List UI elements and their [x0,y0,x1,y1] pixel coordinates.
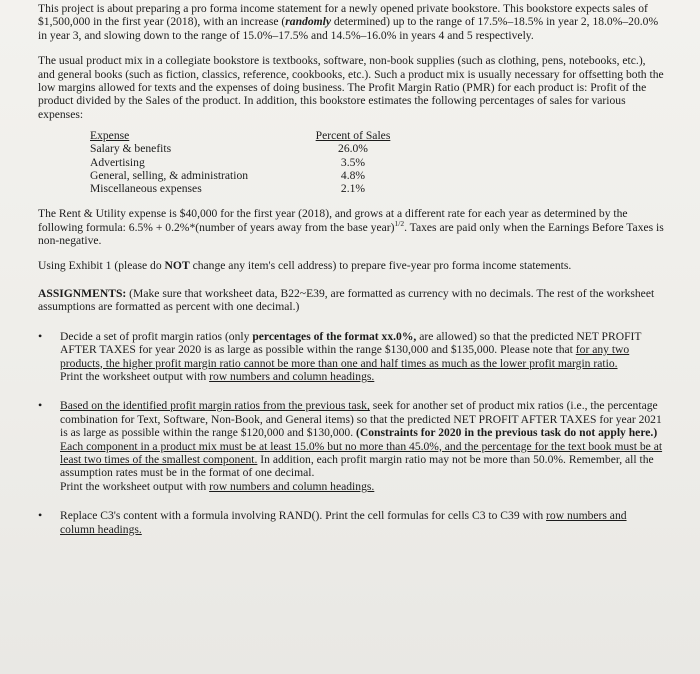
assignments-label: ASSIGNMENTS: [38,286,127,300]
exhibit-text-end: change any item's cell address) to prepare five-year pro forma income statements. [189,259,572,273]
task2-text-2: In addition, each profit margin ratio may not be more than 50.0%. Remember, all the assumption rates must be in the format of one decimal. [60,452,654,480]
expense-percent: 4.8% [340,168,366,182]
task2-constraint-line [60,440,664,480]
exhibit-not: NOT [164,259,190,273]
rent-text-end: . Taxes are paid only when the Earnings Before Taxes is non-negative. [38,220,664,248]
task3-underlined: row numbers and column headings. [60,509,627,536]
intro-text-end: determined) up to the range of 17.5%–18.5% in year 2, 18.0%–20.0% in year 3, and slowing down to the range of 15.0%–17.5% and 14.5%–16.0% in years 4 and 5 respectively. [38,15,659,42]
intro-emphasis: randomly [285,15,332,29]
rent-text: The Rent & Utility expense is $40,000 for the first year (2018), and grows at a different rate for each year as determined by the following formula: 6.5% + 0.2%*(number of years away from the base year) [38,207,628,234]
task1-underlined: for any two products, the higher profit margin ratio cannot be more than one and half times as much as the lower profit margin ratio. [60,343,630,370]
assignments-paragraph [38,287,664,314]
intro-paragraph [38,2,664,42]
table-row [90,142,398,155]
task1-print-text: Print the worksheet output with [60,369,210,383]
expense-name: General, selling, & administration [90,168,249,182]
task2-print-underlined: row numbers and column headings. [209,479,375,493]
intro-text: This project is about preparing a pro forma income statement for a newly opened private bookstore. This bookstore expects sales of $1,500,000 in the first year (2018), with an increase ( [38,2,648,29]
task2-bold: (Constraints for 2020 in the previous task do not apply here.) [356,426,658,440]
expense-table-header [90,129,398,142]
bullet-icon: • [38,508,43,523]
table-row [90,169,398,182]
exhibit-paragraph [38,259,664,272]
rent-paragraph [38,207,664,247]
percent-header: Percent of Sales [315,129,391,143]
expense-header: Expense [90,129,130,143]
task-item-rand-formula [38,509,664,536]
expense-table [90,129,398,195]
task-item-profit-margin [38,330,664,384]
task1-bold: percentages of the format xx.0%, [252,329,417,343]
expense-percent: 3.5% [340,155,366,169]
task1-print-line [60,370,664,383]
task1-print-underlined: row numbers and column headings. [209,369,375,383]
rent-exponent: 1/2 [394,218,405,228]
assignments-text: (Make sure that worksheet data, B22~E39, are formatted as currency with no decimals. The rest of the worksheet assumptions are formatted as percent with one decimal.) [38,286,655,314]
task2-print-line [60,480,664,493]
expense-name: Salary & benefits [90,142,172,156]
exhibit-text: Using Exhibit 1 (please do [38,259,165,273]
product-mix-paragraph: The usual product mix in a collegiate bookstore is textbooks, software, non-book supplies (such as clothing, pens, notebooks, etc.), and general books (such as fiction, classics, reference, cookbooks, etc.). Such a product mix is usually necessary for offsetting both the low margins allowed for texts and the expenses of doing business. The Profit Margin Ratio (PMR) for each product is: Profit of the product divided by the Sales of the product. In addition, this bookstore estimates the following percentages of sales for various expenses: [38,54,664,121]
task-list [38,330,664,536]
task2-print-text: Print the worksheet output with [60,479,210,493]
task2-underlined: Based on the identified profit margin ratios from the previous task, [60,399,370,413]
task3-text: Replace C3's content with a formula involving RAND(). Print the cell formulas for cells C3 to C39 with [60,509,547,523]
table-row [90,182,398,195]
task2-text: seek for another set of product mix ratios (i.e., the percentage combination for Text, Software, Non-Book, and General items) so that the predicted NET PROFIT AFTER TAXES for year 2021 is as large as possible within the range $120,000 and $130,000. [60,399,662,440]
task1-text-2: are allowed) so that the predicted NET PROFIT AFTER TAXES for year 2020 is as large as possible within the range $130,000 and $135,000. Please note that [60,329,642,357]
table-row [90,156,398,169]
bullet-icon: • [38,328,43,343]
expense-percent: 26.0% [338,142,368,156]
expense-name: Miscellaneous expenses [90,182,202,196]
expense-name: Advertising [90,155,145,169]
expense-percent: 2.1% [340,182,366,196]
task2-constraint-underlined: Each component in a product mix must be at least 15.0% but no more than 45.0%, and the percentage for the text book must be at least two times of the smallest component. [60,439,663,466]
bullet-icon: • [38,398,43,413]
task-item-product-mix [38,399,664,493]
task1-text: Decide a set of profit margin ratios (only [60,329,253,343]
